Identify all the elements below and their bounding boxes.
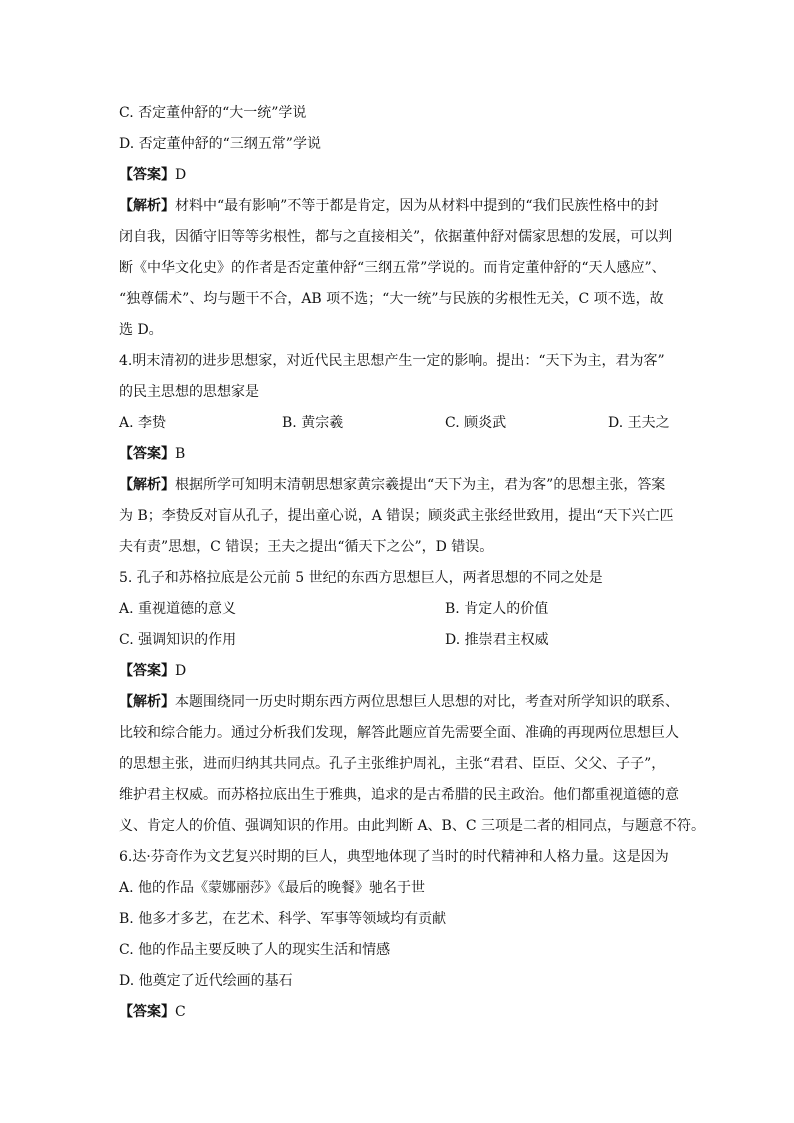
q6-option-a: A. 他的作品《蒙娜丽莎》《最后的晚餐》驰名于世 xyxy=(119,880,426,896)
answer-value: D xyxy=(175,167,187,183)
analysis-text: 材料中“最有影响”不等于都是肯定，因为从材料中提到的“我们民族性格中的封 xyxy=(175,198,659,214)
q3-analysis-line-2: 闭自我，因循守旧等等劣根性，都与之直接相关”，依据董仲舒对儒家思想的发展，可以判 xyxy=(119,229,673,245)
q4-analysis-line-1 xyxy=(119,476,665,494)
q3-option-d: D. 否定董仲舒的“三纲五常”学说 xyxy=(119,136,321,152)
q3-option-c: C. 否定董仲舒的“大一统”学说 xyxy=(119,105,307,121)
q3-answer xyxy=(119,166,186,184)
analysis-text: 根据所学可知明末清朝思想家黄宗羲提出“天下为主，君为客”的思想主张，答案 xyxy=(175,477,666,493)
answer-tag: 【答案】 xyxy=(119,167,175,183)
q4-analysis-line-3: 夫有责”思想，C 错误；王夫之提出“循天下之公”，D 错误。 xyxy=(119,539,494,555)
q5-stem-line-1: 5. 孔子和苏格拉底是公元前 5 世纪的东西方思想巨人，两者思想的不同之处是 xyxy=(119,570,603,586)
q4-option-a: A. 李贽 xyxy=(119,415,167,431)
answer-value: C xyxy=(175,1004,186,1020)
q5-analysis-line-1 xyxy=(119,693,679,711)
q5-analysis-line-4: 维护君主权威。而苏格拉底出生于雅典，追求的是古希腊的民主政治。他们都重视道德的意 xyxy=(119,787,679,803)
q4-stem-line-2: 的民主思想的思想家是 xyxy=(119,384,259,400)
q6-option-c: C. 他的作品主要反映了人的现实生活和情感 xyxy=(119,942,391,958)
q4-stem-line-1: 4.明末清初的进步思想家，对近代民主思想产生一定的影响。提出：“天下为主，君为客” xyxy=(119,353,665,369)
q6-option-d: D. 他奠定了近代绘画的基石 xyxy=(119,973,293,989)
q5-analysis-line-5: 义、肯定人的价值、强调知识的作用。由此判断 A、B、C 三项是二者的相同点，与题意不符。 xyxy=(119,818,706,834)
q4-option-c: C. 顾炎武 xyxy=(445,415,507,431)
q5-option-d: D. 推崇君主权威 xyxy=(445,632,549,648)
analysis-tag: 【解析】 xyxy=(119,477,175,493)
q6-stem-line-1: 6.达·芬奇作为文艺复兴时期的巨人，典型地体现了当时的时代精神和人格力量。这是因为 xyxy=(119,849,669,865)
q4-answer xyxy=(119,445,185,463)
q5-option-a: A. 重视道德的意义 xyxy=(119,601,237,617)
q4-option-d: D. 王夫之 xyxy=(608,415,670,431)
q3-analysis-line-4: “独尊儒术”、均与题干不合，AB 项不选；“大一统”与民族的劣根性无关，C 项不选，故 xyxy=(119,291,664,307)
q5-analysis-line-2: 比较和综合能力。通过分析我们发现，解答此题应首先需要全面、准确的再现两位思想巨人 xyxy=(119,725,679,741)
answer-tag: 【答案】 xyxy=(119,1004,175,1020)
answer-value: D xyxy=(175,663,187,679)
q5-option-b: B. 肯定人的价值 xyxy=(445,601,549,617)
analysis-tag: 【解析】 xyxy=(119,694,175,710)
q5-answer xyxy=(119,662,186,680)
q3-analysis-line-1 xyxy=(119,197,658,215)
answer-tag: 【答案】 xyxy=(119,663,175,679)
q5-analysis-line-3: 的思想主张，进而归纳其共同点。孔子主张维护周礼，主张“君君、臣臣、父父、子子”， xyxy=(119,756,666,772)
answer-tag: 【答案】 xyxy=(119,446,175,462)
analysis-tag: 【解析】 xyxy=(119,198,175,214)
q5-option-c: C. 强调知识的作用 xyxy=(119,632,237,648)
analysis-text: 本题围绕同一历史时期东西方两位思想巨人思想的对比，考查对所学知识的联系、 xyxy=(175,694,679,710)
q6-option-b: B. 他多才多艺，在艺术、科学、军事等领域均有贡献 xyxy=(119,911,447,927)
q4-analysis-line-2: 为 B；李贽反对盲从孔子，提出童心说，A 错误；顾炎武主张经世致用，提出“天下兴亡匹 xyxy=(119,508,674,524)
q6-answer xyxy=(119,1003,186,1021)
q4-option-b: B. 黄宗羲 xyxy=(282,415,344,431)
q3-analysis-line-3: 断《中华文化史》的作者是否定董仲舒“三纲五常”学说的。而肯定董仲舒的“天人感应”、 xyxy=(119,260,666,276)
q3-analysis-line-5: 选 D。 xyxy=(119,322,163,338)
answer-value: B xyxy=(175,446,186,462)
